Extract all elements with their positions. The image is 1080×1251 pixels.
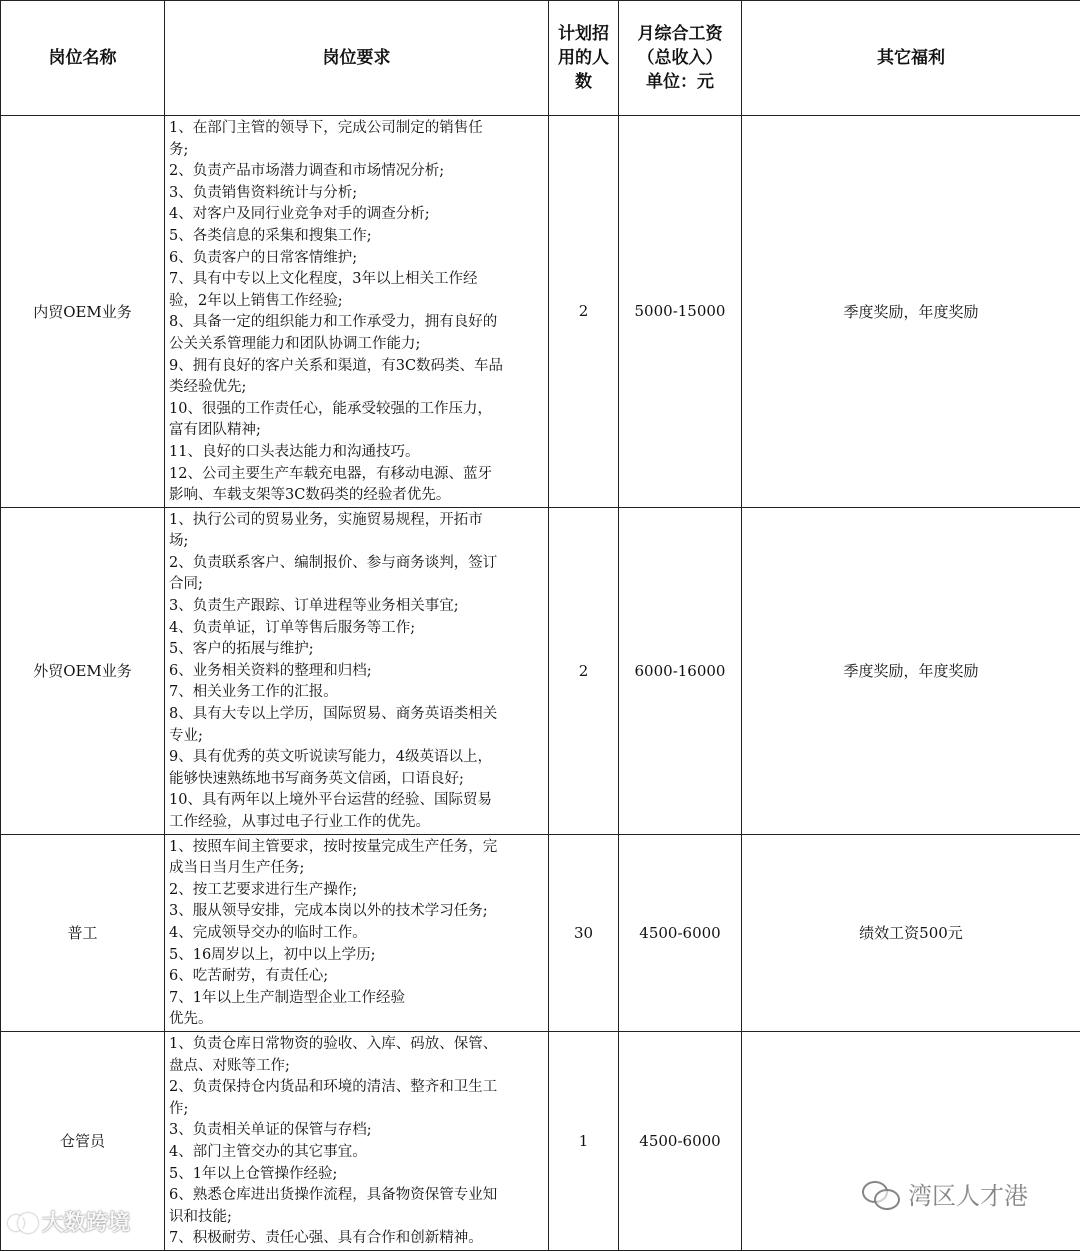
salary-cell: 4500-6000 bbox=[619, 834, 742, 1031]
requirement-line: 8、具有大专以上学历，国际贸易、商务英语类相关 bbox=[169, 704, 544, 726]
header-headcount-line: 计划招 bbox=[549, 22, 618, 46]
requirement-line: 公关关系管理能力和团队协调工作能力; bbox=[169, 334, 544, 356]
requirement-line: 12、公司主要生产车载充电器，有移动电源、蓝牙 bbox=[169, 464, 544, 486]
requirement-line: 1、执行公司的贸易业务，实施贸易规程，开拓市 bbox=[169, 510, 544, 532]
requirement-line: 4、完成领导交办的临时工作。 bbox=[169, 923, 544, 945]
table-row bbox=[1, 507, 1080, 834]
table-row bbox=[1, 116, 1080, 508]
header-row bbox=[1, 1, 1080, 116]
requirement-line: 5、16周岁以上，初中以上学历; bbox=[169, 945, 544, 967]
requirement-line: 5、客户的拓展与维护; bbox=[169, 639, 544, 661]
requirement-line: 2、按工艺要求进行生产操作; bbox=[169, 880, 544, 902]
position-cell: 内贸OEM业务 bbox=[1, 116, 165, 508]
requirement-line: 工作经验，从事过电子行业工作的优先。 bbox=[169, 812, 544, 834]
requirement-line: 2、负责联系客户、编制报价、参与商务谈判，签订 bbox=[169, 553, 544, 575]
requirement-line: 5、各类信息的采集和搜集工作; bbox=[169, 226, 544, 248]
header-requirements: 岗位要求 bbox=[165, 1, 549, 116]
watermark-right-text: 湾区人才港 bbox=[908, 1176, 1028, 1211]
requirement-line: 1、负责仓库日常物资的验收、入库、码放、保管、 bbox=[169, 1034, 544, 1056]
salary-cell: 6000-16000 bbox=[619, 507, 742, 834]
requirement-line: 富有团队精神; bbox=[169, 420, 544, 442]
requirement-line: 4、对客户及同行业竞争对手的调查分析; bbox=[169, 204, 544, 226]
header-headcount-line: 数 bbox=[549, 70, 618, 94]
benefits-cell: 绩效工资500元 bbox=[742, 834, 1080, 1031]
requirement-line: 优先。 bbox=[169, 1009, 544, 1031]
requirement-line: 11、良好的口头表达能力和沟通技巧。 bbox=[169, 442, 544, 464]
header-salary-line: 单位：元 bbox=[619, 70, 741, 94]
requirements-cell bbox=[165, 834, 549, 1031]
requirement-line: 9、具有优秀的英文听说读写能力，4级英语以上， bbox=[169, 747, 544, 769]
position-cell: 外贸OEM业务 bbox=[1, 507, 165, 834]
requirement-line: 2、负责保持仓内货品和环境的清洁、整齐和卫生工 bbox=[169, 1077, 544, 1099]
requirement-line: 10、很强的工作责任心，能承受较强的工作压力， bbox=[169, 399, 544, 421]
table-row bbox=[1, 1031, 1080, 1250]
requirement-line: 6、熟悉仓库进出货操作流程，具备物资保管专业知 bbox=[169, 1185, 544, 1207]
requirement-line: 合同; bbox=[169, 574, 544, 596]
requirement-line: 7、积极耐劳、责任心强、具有合作和创新精神。 bbox=[169, 1228, 544, 1250]
requirement-line: 6、吃苦耐劳，有责任心; bbox=[169, 966, 544, 988]
requirement-line: 9、拥有良好的客户关系和渠道，有3C数码类、车品 bbox=[169, 356, 544, 378]
header-benefits: 其它福利 bbox=[742, 1, 1080, 116]
requirement-line: 4、部门主管交办的其它事宜。 bbox=[169, 1142, 544, 1164]
requirement-line: 验，2年以上销售工作经验; bbox=[169, 291, 544, 313]
requirement-line: 盘点、对账等工作; bbox=[169, 1056, 544, 1078]
header-salary-line: （总收入） bbox=[619, 46, 741, 70]
watermark-left-text: 大数跨境 bbox=[42, 1206, 130, 1237]
requirement-line: 1、在部门主管的领导下，完成公司制定的销售任 bbox=[169, 118, 544, 140]
requirement-line: 3、负责销售资料统计与分析; bbox=[169, 183, 544, 205]
watermark-right bbox=[862, 1176, 1028, 1211]
requirements-cell bbox=[165, 1031, 549, 1250]
headcount-cell: 2 bbox=[549, 116, 619, 508]
requirement-line: 6、负责客户的日常客情维护; bbox=[169, 248, 544, 270]
requirement-line: 务; bbox=[169, 140, 544, 162]
position-cell: 仓管员 bbox=[1, 1031, 165, 1250]
requirement-line: 3、服从领导安排，完成本岗以外的技术学习任务; bbox=[169, 901, 544, 923]
headcount-cell: 30 bbox=[549, 834, 619, 1031]
benefits-cell: 季度奖励，年度奖励 bbox=[742, 507, 1080, 834]
requirement-line: 能够快速熟练地书写商务英文信函，口语良好; bbox=[169, 769, 544, 791]
requirement-line: 5、1年以上仓管操作经验; bbox=[169, 1164, 544, 1186]
brand-logo-icon bbox=[8, 1211, 38, 1233]
requirement-line: 3、负责生产跟踪、订单进程等业务相关事宜; bbox=[169, 596, 544, 618]
requirement-line: 场; bbox=[169, 531, 544, 553]
requirement-line: 影响、车载支架等3C数码类的经验者优先。 bbox=[169, 485, 544, 507]
requirement-line: 2、负责产品市场潜力调查和市场情况分析; bbox=[169, 161, 544, 183]
requirement-line: 专业; bbox=[169, 726, 544, 748]
benefits-cell bbox=[742, 1031, 1080, 1250]
header-position: 岗位名称 bbox=[1, 1, 165, 116]
requirement-line: 7、相关业务工作的汇报。 bbox=[169, 682, 544, 704]
requirement-line: 1、按照车间主管要求，按时按量完成生产任务，完 bbox=[169, 837, 544, 859]
header-headcount bbox=[549, 1, 619, 116]
requirement-line: 成当日当月生产任务; bbox=[169, 858, 544, 880]
table-row bbox=[1, 834, 1080, 1031]
header-salary bbox=[619, 1, 742, 116]
headcount-cell: 2 bbox=[549, 507, 619, 834]
requirement-line: 7、具有中专以上文化程度，3年以上相关工作经 bbox=[169, 269, 544, 291]
requirement-line: 3、负责相关单证的保管与存档; bbox=[169, 1120, 544, 1142]
header-headcount-line: 用的人 bbox=[549, 46, 618, 70]
requirement-line: 8、具备一定的组织能力和工作承受力，拥有良好的 bbox=[169, 312, 544, 334]
requirement-line: 识和技能; bbox=[169, 1207, 544, 1229]
benefits-cell: 季度奖励，年度奖励 bbox=[742, 116, 1080, 508]
requirement-line: 4、负责单证，订单等售后服务等工作; bbox=[169, 618, 544, 640]
requirement-line: 7、1年以上生产制造型企业工作经验 bbox=[169, 988, 544, 1010]
requirements-cell bbox=[165, 507, 549, 834]
requirement-line: 类经验优先; bbox=[169, 377, 544, 399]
requirement-line: 作; bbox=[169, 1099, 544, 1121]
requirements-cell bbox=[165, 116, 549, 508]
headcount-cell: 1 bbox=[549, 1031, 619, 1250]
salary-cell: 4500-6000 bbox=[619, 1031, 742, 1250]
requirement-line: 10、具有两年以上境外平台运营的经验、国际贸易 bbox=[169, 790, 544, 812]
watermark-left bbox=[8, 1206, 130, 1237]
header-salary-line: 月综合工资 bbox=[619, 22, 741, 46]
salary-cell: 5000-15000 bbox=[619, 116, 742, 508]
wechat-icon bbox=[862, 1179, 900, 1209]
position-cell: 普工 bbox=[1, 834, 165, 1031]
requirement-line: 6、业务相关资料的整理和归档; bbox=[169, 661, 544, 683]
